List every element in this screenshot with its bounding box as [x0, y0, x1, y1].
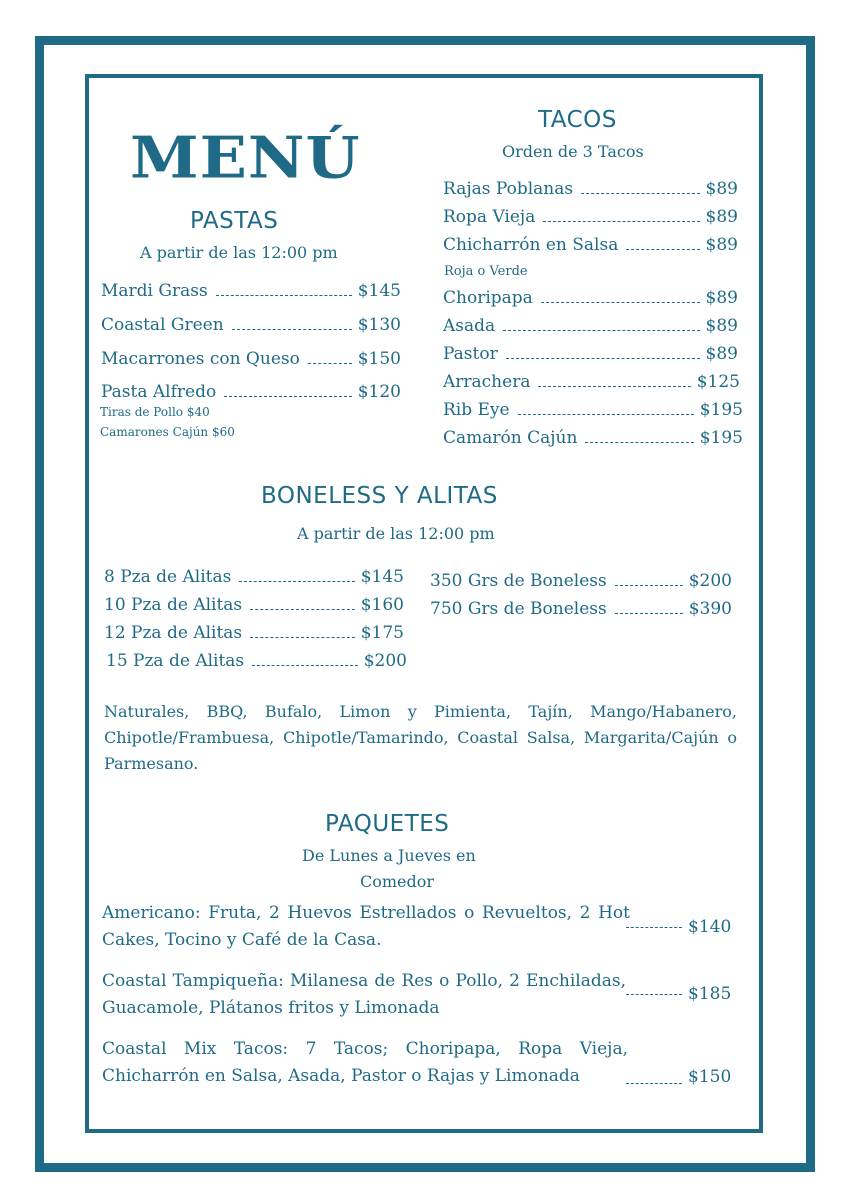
item-name: 750 Grs de Boneless [430, 599, 607, 619]
item-price: $145 [360, 567, 404, 587]
item-name: Camarón Cajún [443, 428, 578, 448]
boneless-heading: BONELESS Y ALITAS [261, 483, 498, 509]
dotted-leader [585, 441, 693, 443]
menu-item [443, 235, 738, 255]
dotted-leader [252, 664, 358, 666]
package-item [102, 968, 742, 1028]
dotted-leader [626, 1082, 682, 1084]
item-price: $195 [699, 400, 743, 420]
item-name: Rib Eye [443, 400, 510, 420]
package-item [102, 900, 742, 960]
dotted-leader [506, 357, 700, 359]
dotted-leader [518, 413, 694, 415]
item-price: $89 [705, 288, 738, 308]
item-name: Arrachera [443, 372, 531, 392]
menu-item [443, 428, 743, 448]
menu-item [443, 372, 740, 392]
item-price: $125 [696, 372, 740, 392]
dotted-leader [541, 301, 700, 303]
package-price: $140 [688, 917, 732, 937]
item-price: $89 [705, 179, 738, 199]
menu-item [101, 349, 401, 369]
dotted-leader [250, 636, 355, 638]
dotted-leader [538, 385, 690, 387]
item-name: 12 Pza de Alitas [104, 623, 243, 643]
item-price: $89 [705, 235, 738, 255]
item-price: $130 [357, 315, 401, 335]
item-name: Macarrones con Queso [101, 349, 300, 369]
item-name: Mardi Grass [101, 281, 208, 301]
item-price: $150 [357, 349, 401, 369]
menu-item [430, 599, 732, 619]
package-description: Coastal Mix Tacos: 7 Tacos; Choripapa, Ropa Vieja, Chicharrón en Salsa, Asada, Pastor o Rajas y Limonada [102, 1039, 628, 1086]
menu-title: MENÚ [130, 124, 361, 192]
item-name: 350 Grs de Boneless [430, 571, 607, 591]
menu-item [104, 623, 404, 643]
item-note: Tiras de Pollo $40 [100, 405, 210, 419]
menu-item [443, 400, 743, 420]
menu-item [106, 651, 407, 671]
item-price: $195 [699, 428, 743, 448]
item-name: Rajas Poblanas [443, 179, 574, 199]
item-price: $145 [357, 281, 401, 301]
dotted-leader [615, 584, 683, 586]
item-price: $89 [705, 344, 738, 364]
item-name: Asada [443, 316, 496, 336]
item-price: $120 [357, 382, 401, 402]
package-price: $185 [688, 984, 732, 1004]
dotted-leader [239, 580, 354, 582]
item-name: Pastor [443, 344, 498, 364]
menu-item [443, 344, 738, 364]
dotted-leader [503, 329, 699, 331]
package-description: Coastal Tampiqueña: Milanesa de Res o Pollo, 2 Enchiladas, Guacamole, Plátanos fritos y Limonada [102, 971, 626, 1018]
package-price: $150 [688, 1067, 732, 1087]
dotted-leader [626, 993, 682, 995]
menu-item [443, 179, 738, 199]
item-name: 15 Pza de Alitas [106, 651, 245, 671]
dotted-leader [543, 220, 699, 222]
dotted-leader [224, 395, 352, 397]
pastas-heading: PASTAS [190, 208, 279, 234]
item-name: Pasta Alfredo [101, 382, 217, 402]
menu-item [101, 382, 401, 402]
paquetes-heading: PAQUETES [325, 811, 450, 837]
dotted-leader [615, 612, 683, 614]
menu-item [443, 288, 738, 308]
item-price: $89 [705, 316, 738, 336]
boneless-subtitle: A partir de las 12:00 pm [297, 524, 495, 543]
menu-item [104, 595, 404, 615]
tacos-subtitle: Orden de 3 Tacos [502, 142, 644, 161]
package-description: Americano: Fruta, 2 Huevos Estrellados o Revueltos, 2 Hot Cakes, Tocino y Café de la Casa. [102, 903, 630, 950]
dotted-leader [308, 362, 352, 364]
dotted-leader [250, 608, 355, 610]
item-note: Camarones Cajún $60 [100, 425, 235, 439]
item-price: $200 [363, 651, 407, 671]
sauces-list: Naturales, BBQ, Bufalo, Limon y Pimienta, Tajín, Mango/Habanero, Chipotle/Frambuesa, Chipotle/Tamarindo, Coastal Salsa, Margarita/Cajún o Parmesano. [104, 702, 737, 773]
menu-item [101, 315, 401, 335]
dotted-leader [581, 192, 699, 194]
dotted-leader [216, 294, 352, 296]
item-price: $160 [360, 595, 404, 615]
item-name: 8 Pza de Alitas [104, 567, 232, 587]
item-name: Chicharrón en Salsa [443, 235, 619, 255]
menu-item [430, 571, 732, 591]
item-note: Roja o Verde [444, 264, 528, 279]
tacos-heading: TACOS [538, 107, 617, 133]
menu-item [104, 567, 404, 587]
package-item [102, 1036, 742, 1120]
dotted-leader [626, 926, 682, 928]
menu-item [443, 207, 738, 227]
paquetes-subtitle: De Lunes a Jueves en [302, 846, 476, 865]
item-name: Coastal Green [101, 315, 224, 335]
item-price: $200 [688, 571, 732, 591]
item-name: 10 Pza de Alitas [104, 595, 243, 615]
menu-item [101, 281, 401, 301]
pastas-subtitle: A partir de las 12:00 pm [140, 243, 338, 262]
item-name: Ropa Vieja [443, 207, 536, 227]
menu-item [443, 316, 738, 336]
item-price: $390 [688, 599, 732, 619]
item-price: $89 [705, 207, 738, 227]
paquetes-subtitle: Comedor [360, 872, 435, 891]
dotted-leader [626, 248, 699, 250]
dotted-leader [232, 328, 352, 330]
item-price: $175 [360, 623, 404, 643]
item-name: Choripapa [443, 288, 533, 308]
